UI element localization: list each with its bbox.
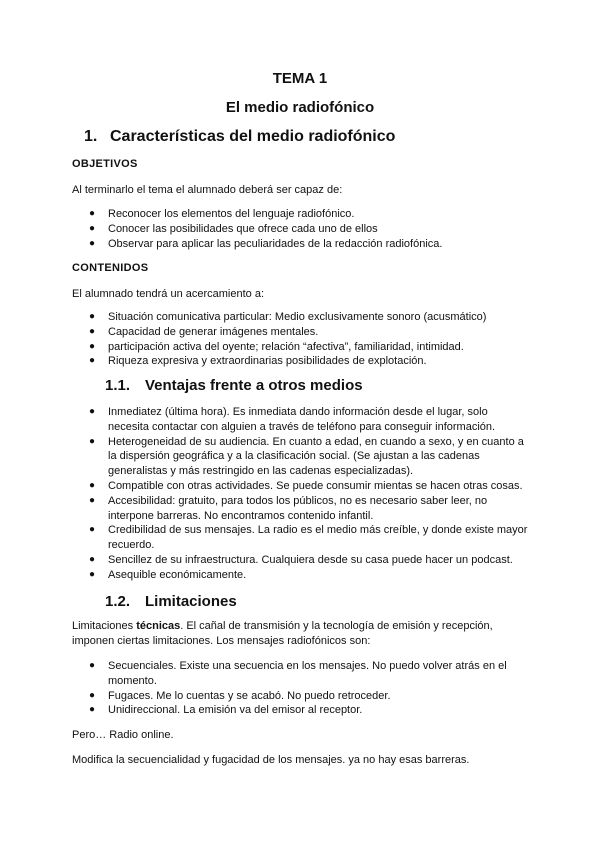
list-item: ● Unidireccional. La emisión va del emisor al receptor. (89, 704, 363, 717)
bullet-icon: ● (89, 494, 96, 506)
bullet-icon: ● (89, 704, 96, 716)
list-item: ● Observar para aplicar las peculiaridades de la redacción radiofónica. (89, 237, 443, 250)
list-item: ● Accesibilidad: gratuito, para todos los públicos, no es necesario saber leer, no interpone barreras. No encontramos contenido infantil. (89, 494, 488, 522)
bullet-icon: ● (89, 325, 96, 337)
objetivos-label: OBJETIVOS (72, 158, 138, 170)
list-item: ● Credibilidad de sus mensajes. La radio es el medio más creíble, y donde existe mayor recuerdo. (89, 524, 528, 552)
list-item: ● Situación comunicativa particular: Medio exclusivamente sonoro (acusmático) (89, 311, 487, 323)
section-1-1-heading (105, 377, 363, 394)
list-item: ● Riqueza expresiva y extraordinarias posibilidades de explotación. (89, 355, 427, 368)
bullet-icon: ● (89, 237, 96, 249)
bullet-icon: ● (89, 435, 96, 447)
modifica-line: Modifica la secuencialidad y fugacidad de los mensajes. ya no hay esas barreras. (72, 754, 470, 766)
bullet-icon: ● (89, 660, 96, 671)
doc-title: TEMA 1 (272, 70, 328, 87)
list-item: ● Reconocer los elementos del lenguaje radiofónico. (89, 208, 355, 220)
bullet-icon: ● (89, 311, 96, 322)
bullet-icon: ● (89, 355, 96, 367)
list-item: ● Compatible con otras actividades. Se puede consumir mientas se hacen otras cosas. (89, 479, 523, 492)
bullet-icon: ● (89, 340, 96, 352)
limitaciones-list (89, 659, 528, 718)
list-item: ● Asequible económicamente. (89, 568, 247, 581)
objetivos-intro: Al terminarlo el tema el alumnado deberá ser capaz de: (72, 184, 343, 196)
section-1-title: Características del medio radiofónico (110, 128, 396, 145)
bullet-icon: ● (89, 479, 96, 491)
list-item: ● Inmediatez (última hora). Es inmediata dando información desde el lugar, solo necesita contactar con alguien a través de teléfono para conseguir información. (89, 406, 496, 433)
bullet-icon: ● (89, 689, 96, 701)
contenidos-label: CONTENIDOS (72, 262, 149, 274)
list-item: ● Heterogeneidad de su audiencia. En cuanto a edad, en cuando a sexo, y en cuanto a la dispersión geográfica y a la clasificación social. (Se ajustan a las cadenas generalistas y más restringido en las cadenas especializadas). (89, 435, 524, 478)
list-item: ● participación activa del oyente; relación “afectiva”, familiaridad, intimidad. (89, 340, 464, 353)
list-item: ● Fugaces. Me lo cuentas y se acabó. No puedo retroceder. (89, 689, 391, 702)
bullet-icon: ● (89, 222, 96, 234)
doc-subtitle: El medio radiofónico (225, 99, 375, 116)
bullet-icon: ● (89, 524, 96, 536)
section-1-2-number: 1.2. (105, 593, 131, 610)
bullet-icon: ● (89, 208, 96, 219)
contenidos-list (89, 310, 528, 369)
list-item: ● Conocer las posibilidades que ofrece cada uno de ellos (89, 222, 378, 235)
list-item: ● Capacidad de generar imágenes mentales. (89, 325, 319, 338)
section-1-1-number: 1.1. (105, 377, 131, 394)
bullet-icon: ● (89, 406, 96, 417)
section-1-number: 1. (84, 128, 98, 145)
limitaciones-intro: Limitaciones técnicas. El cañal de transmisión y la tecnología de emisión y recepción, imponen ciertas limitaciones. Los mensajes radiofónicos son: (72, 620, 493, 647)
list-item: ● Sencillez de su infraestructura. Cualquiera desde su casa puede hacer un podcast. (89, 553, 513, 566)
section-1-heading (84, 128, 395, 146)
section-1-2-heading (105, 593, 237, 610)
tecnicas-emphasis: técnicas (136, 620, 181, 632)
objetivos-list (89, 207, 528, 251)
bullet-icon: ● (89, 568, 96, 580)
section-1-1-title: Ventajas frente a otros medios (145, 377, 363, 394)
pero-line: Pero… Radio online. (72, 729, 174, 741)
section-1-2-title: Limitaciones (145, 593, 237, 610)
ventajas-list (89, 405, 528, 583)
list-item: ● Secuenciales. Existe una secuencia en los mensajes. No puedo volver atrás en el momento. (89, 660, 507, 687)
bullet-icon: ● (89, 553, 96, 565)
contenidos-intro: El alumnado tendrá un acercamiento a: (72, 288, 265, 300)
